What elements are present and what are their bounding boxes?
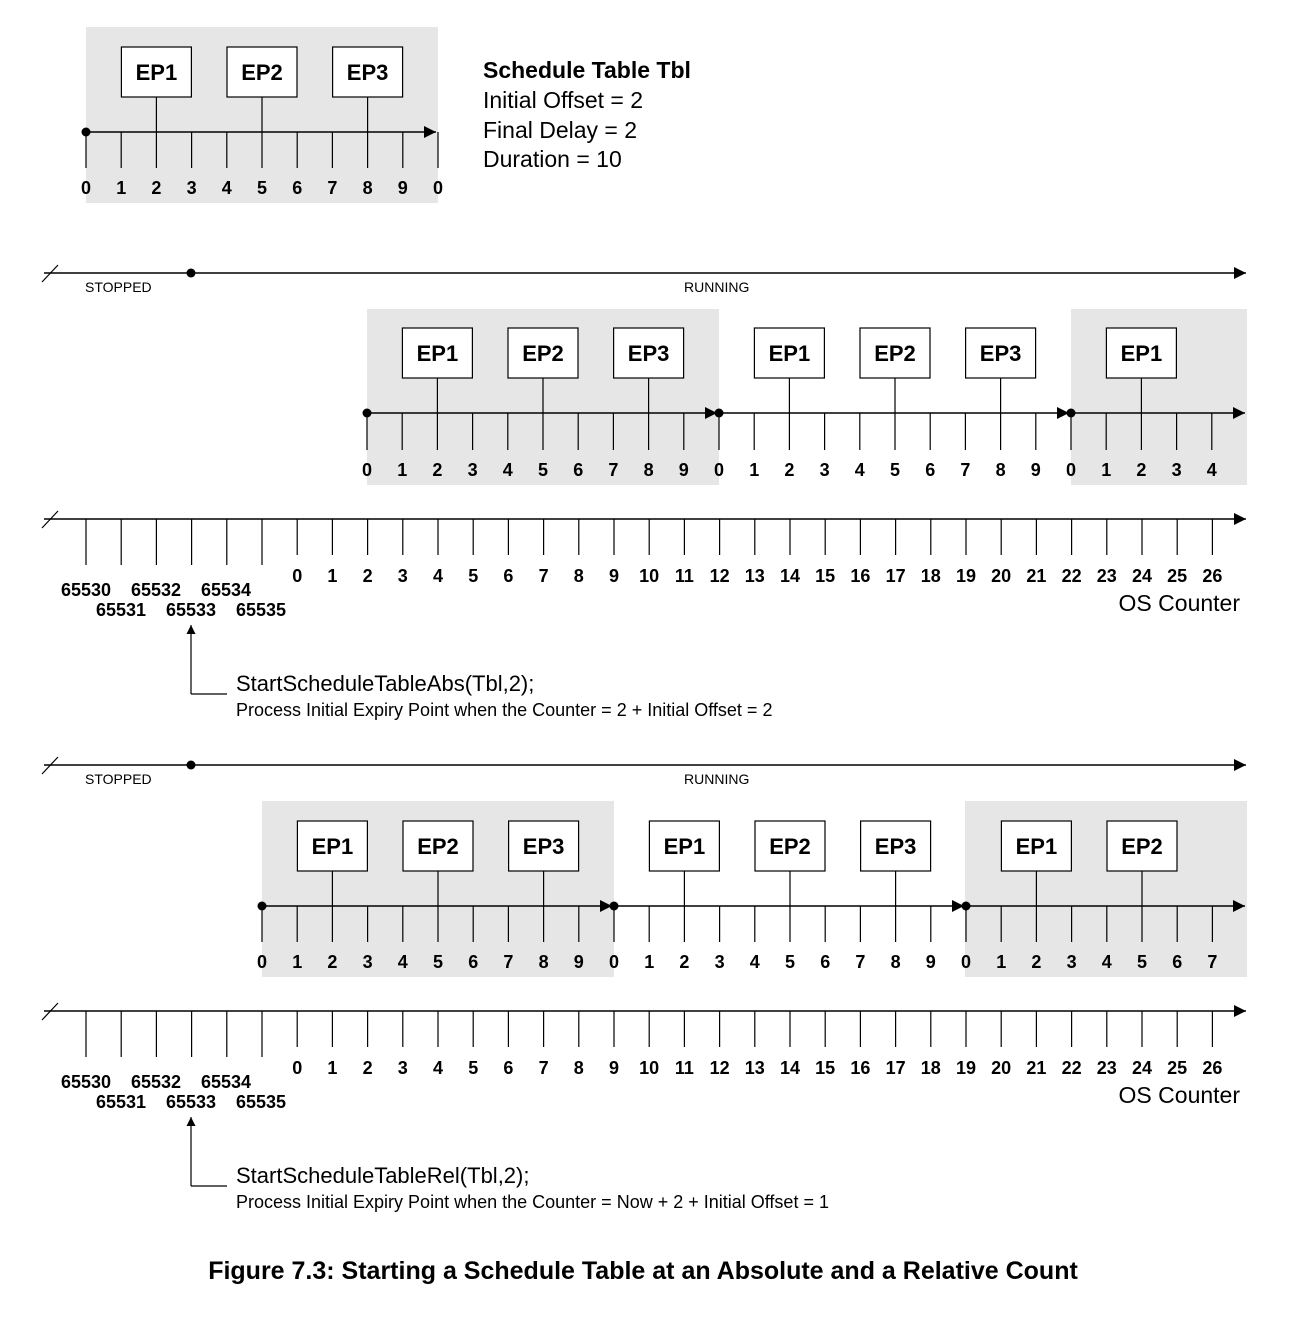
template-tick-label-8: 8 [362,178,373,198]
abs-counter-label-11: 11 [674,566,694,586]
abs-counter-label-23: 23 [1096,566,1117,586]
rel-junction-dot-0 [610,902,619,911]
rel-table-tick-label-4: 4 [397,952,408,972]
abs-table-tick-label-17: 7 [960,460,971,480]
abs-table-tick-label-16: 6 [925,460,936,480]
rel-table-tick-label-8: 8 [538,952,549,972]
rel-counter-label-1: 1 [327,1058,338,1078]
abs-counter-label-8: 8 [573,566,584,586]
abs-table-tick-label-4: 4 [502,460,513,480]
rel-table-tick-label-18: 8 [890,952,901,972]
rel-state-start-dot [187,761,196,770]
rel-table-tick-label-19: 9 [925,952,936,972]
abs-ep-label-3: EP1 [768,341,811,366]
abs-os-counter-label: OS Counter [1118,590,1240,616]
rel-counter-label-23: 23 [1096,1058,1117,1078]
template-table [81,27,443,203]
rel-ep-label-2: EP3 [522,834,565,859]
rel-counter-label-15: 15 [815,1058,836,1078]
abs-counter-label-10: 10 [639,566,660,586]
abs-wrap-label-65534: 65534 [200,580,252,600]
abs-counter-label-5: 5 [468,566,479,586]
abs-table-tick-label-7: 7 [608,460,619,480]
template-ep-label-2: EP3 [346,60,389,85]
abs-table-tick-label-6: 6 [573,460,584,480]
abs-ep-label-0: EP1 [416,341,459,366]
abs-counter-label-15: 15 [815,566,836,586]
abs-counter-label-13: 13 [744,566,765,586]
abs-counter-label-16: 16 [850,566,871,586]
rel-counter-label-17: 17 [885,1058,906,1078]
rel-wrap-label-65534: 65534 [200,1072,252,1092]
abs-counter-label-19: 19 [955,566,977,586]
template-tick-label-7: 7 [327,178,338,198]
rel-table-tick-label-25: 5 [1136,952,1148,972]
rel-table-tick-label-14: 4 [749,952,760,972]
rel-table-tick-label-22: 2 [1031,952,1042,972]
rel-counter-label-9: 9 [608,1058,620,1078]
abs-junction-dot-0 [715,409,724,418]
abs-table-tick-label-14: 4 [854,460,865,480]
rel-counter-label-6: 6 [503,1058,514,1078]
table-info-final-delay: Final Delay = 2 [483,117,638,143]
abs-table-tick-label-18: 8 [995,460,1006,480]
abs-table-tick-label-20: 0 [1065,460,1077,480]
abs-counter-label-2: 2 [362,566,373,586]
rel-running-label: RUNNING [684,771,750,787]
rel-wrap-label-65532: 65532 [130,1072,182,1092]
table-info-initial-offset: Initial Offset = 2 [483,87,644,113]
abs-counter-label-1: 1 [327,566,338,586]
abs-counter-label-9: 9 [608,566,620,586]
template-tick-label-0: 0 [80,178,92,198]
abs-counter-label-24: 24 [1131,566,1153,586]
abs-table-tick-label-0: 0 [361,460,373,480]
rel-counter-label-19: 19 [955,1058,977,1078]
rel-counter-label-2: 2 [362,1058,373,1078]
abs-table-tick-label-5: 5 [537,460,549,480]
rel-table-tick-label-13: 3 [714,952,725,972]
rel-table-tick-label-21: 1 [996,952,1007,972]
rel-wrap-label-65535: 65535 [235,1092,287,1112]
template-tick-label-2: 2 [151,178,162,198]
rel-ep-label-3: EP1 [663,834,706,859]
template-tick-label-6: 6 [292,178,303,198]
abs-counter-ticks [86,519,1222,586]
abs-counter-label-0: 0 [292,566,303,586]
rel-ep-label-1: EP2 [417,834,459,859]
rel-counter-label-14: 14 [779,1058,801,1078]
rel-example [42,757,1247,1212]
abs-counter-label-3: 3 [397,566,408,586]
abs-table-tick-label-1: 1 [397,460,408,480]
rel-table-tick-label-10: 0 [608,952,620,972]
abs-counter-label-4: 4 [432,566,444,586]
rel-counter-label-18: 18 [920,1058,941,1078]
abs-junction-dot-1 [1067,409,1076,418]
rel-table-tick-label-7: 7 [503,952,514,972]
abs-table-tick-label-23: 3 [1171,460,1182,480]
abs-table-tick-label-9: 9 [678,460,689,480]
abs-running-label: RUNNING [684,279,750,295]
rel-counter-label-0: 0 [292,1058,303,1078]
abs-counter-label-17: 17 [885,566,906,586]
abs-wrap-label-65531: 65531 [95,600,147,620]
rel-counter-ticks [86,1011,1222,1078]
rel-counter-label-25: 25 [1167,1058,1188,1078]
rel-ep-label-7: EP2 [1121,834,1163,859]
template-ep-label-0: EP1 [135,60,178,85]
rel-table-tick-label-9: 9 [573,952,584,972]
abs-table-tick-label-22: 2 [1136,460,1147,480]
rel-table-tick-label-24: 4 [1101,952,1112,972]
abs-stopped-label: STOPPED [85,279,152,295]
rel-table-tick-label-5: 5 [432,952,444,972]
rel-junction-dot-1 [962,902,971,911]
rel-wrap-label-65533: 65533 [165,1092,217,1112]
abs-counter-label-14: 14 [779,566,801,586]
template-tick-label-4: 4 [221,178,232,198]
rel-table-tick-label-12: 2 [679,952,690,972]
abs-table-tick-label-19: 9 [1030,460,1041,480]
abs-table-tick-label-24: 4 [1206,460,1217,480]
abs-counter-label-21: 21 [1026,566,1047,586]
rel-counter-label-13: 13 [744,1058,765,1078]
template-tick-label-10: 0 [432,178,444,198]
table-info-duration: Duration = 10 [483,146,622,172]
rel-counter-label-20: 20 [991,1058,1012,1078]
abs-wrap-label-65532: 65532 [130,580,182,600]
rel-counter-label-22: 22 [1061,1058,1082,1078]
abs-counter-label-12: 12 [709,566,730,586]
abs-ep-label-4: EP2 [874,341,916,366]
rel-counter-label-7: 7 [538,1058,549,1078]
rel-counter-label-12: 12 [709,1058,730,1078]
rel-ep-label-0: EP1 [311,834,354,859]
abs-wrap-label-65535: 65535 [235,600,287,620]
abs-counter-label-7: 7 [538,566,549,586]
abs-ep-label-5: EP3 [979,341,1022,366]
rel-counter-label-3: 3 [397,1058,408,1078]
abs-call-text: StartScheduleTableAbs(Tbl,2); [236,671,535,696]
rel-counter-label-5: 5 [468,1058,479,1078]
abs-wrap-label-65533: 65533 [165,600,217,620]
rel-table-tick-label-0: 0 [256,952,268,972]
abs-counter-label-25: 25 [1167,566,1188,586]
rel-call-text: StartScheduleTableRel(Tbl,2); [236,1163,530,1188]
rel-table-tick-label-2: 2 [327,952,338,972]
template-ep-label-1: EP2 [241,60,283,85]
figure-caption: Figure 7.3: Starting a Schedule Table at an Absolute and a Relative Count [208,1257,1078,1285]
rel-ep-label-5: EP3 [874,834,917,859]
abs-example [42,265,1247,720]
abs-state-start-dot [187,269,196,278]
rel-counter-label-16: 16 [850,1058,871,1078]
template-tick-label-5: 5 [256,178,268,198]
rel-table-tick-label-20: 0 [960,952,972,972]
rel-table-tick-label-26: 6 [1172,952,1183,972]
rel-table-tick-label-6: 6 [468,952,479,972]
rel-counter-label-4: 4 [432,1058,444,1078]
abs-table-tick-label-11: 1 [749,460,760,480]
rel-table-tick-label-27: 7 [1207,952,1218,972]
abs-table-tick-label-8: 8 [643,460,654,480]
table-info [483,57,691,172]
abs-ep-label-1: EP2 [522,341,564,366]
rel-ep-label-6: EP1 [1015,834,1058,859]
abs-ep-label-6: EP1 [1120,341,1163,366]
abs-table-tick-label-10: 0 [713,460,725,480]
template-tick-label-9: 9 [397,178,408,198]
rel-table-tick-label-16: 6 [820,952,831,972]
abs-table-tick-label-15: 5 [889,460,901,480]
abs-counter-label-6: 6 [503,566,514,586]
abs-counter-label-22: 22 [1061,566,1082,586]
abs-table-tick-label-21: 1 [1101,460,1112,480]
abs-table-tick-label-12: 2 [784,460,795,480]
rel-table-tick-label-17: 7 [855,952,866,972]
abs-table-tick-label-3: 3 [467,460,478,480]
abs-table-tick-label-2: 2 [432,460,443,480]
template-tick-label-3: 3 [186,178,197,198]
abs-counter-label-20: 20 [991,566,1012,586]
abs-table-tick-label-13: 3 [819,460,830,480]
abs-note-text: Process Initial Expiry Point when the Counter = 2 + Initial Offset = 2 [236,700,773,720]
rel-table-tick-label-1: 1 [292,952,303,972]
rel-table-tick-label-15: 5 [784,952,796,972]
rel-table-tick-label-23: 3 [1066,952,1077,972]
rel-table-tick-label-3: 3 [362,952,373,972]
rel-counter-label-11: 11 [674,1058,694,1078]
rel-counter-label-21: 21 [1026,1058,1047,1078]
rel-wrap-label-65531: 65531 [95,1092,147,1112]
rel-counter-label-26: 26 [1202,1058,1223,1078]
rel-table-tick-label-11: 1 [644,952,655,972]
abs-wrap-label-65530: 65530 [60,580,112,600]
rel-counter-label-24: 24 [1131,1058,1153,1078]
table-info-title: Schedule Table Tbl [483,57,691,83]
rel-os-counter-label: OS Counter [1118,1082,1240,1108]
rel-ep-label-4: EP2 [769,834,811,859]
rel-stopped-label: STOPPED [85,771,152,787]
rel-wrap-label-65530: 65530 [60,1072,112,1092]
abs-counter-label-18: 18 [920,566,941,586]
rel-counter-label-8: 8 [573,1058,584,1078]
rel-counter-label-10: 10 [639,1058,660,1078]
abs-ep-label-2: EP3 [627,341,670,366]
rel-note-text: Process Initial Expiry Point when the Counter = Now + 2 + Initial Offset = 1 [236,1192,829,1212]
abs-counter-label-26: 26 [1202,566,1223,586]
template-tick-label-1: 1 [116,178,127,198]
